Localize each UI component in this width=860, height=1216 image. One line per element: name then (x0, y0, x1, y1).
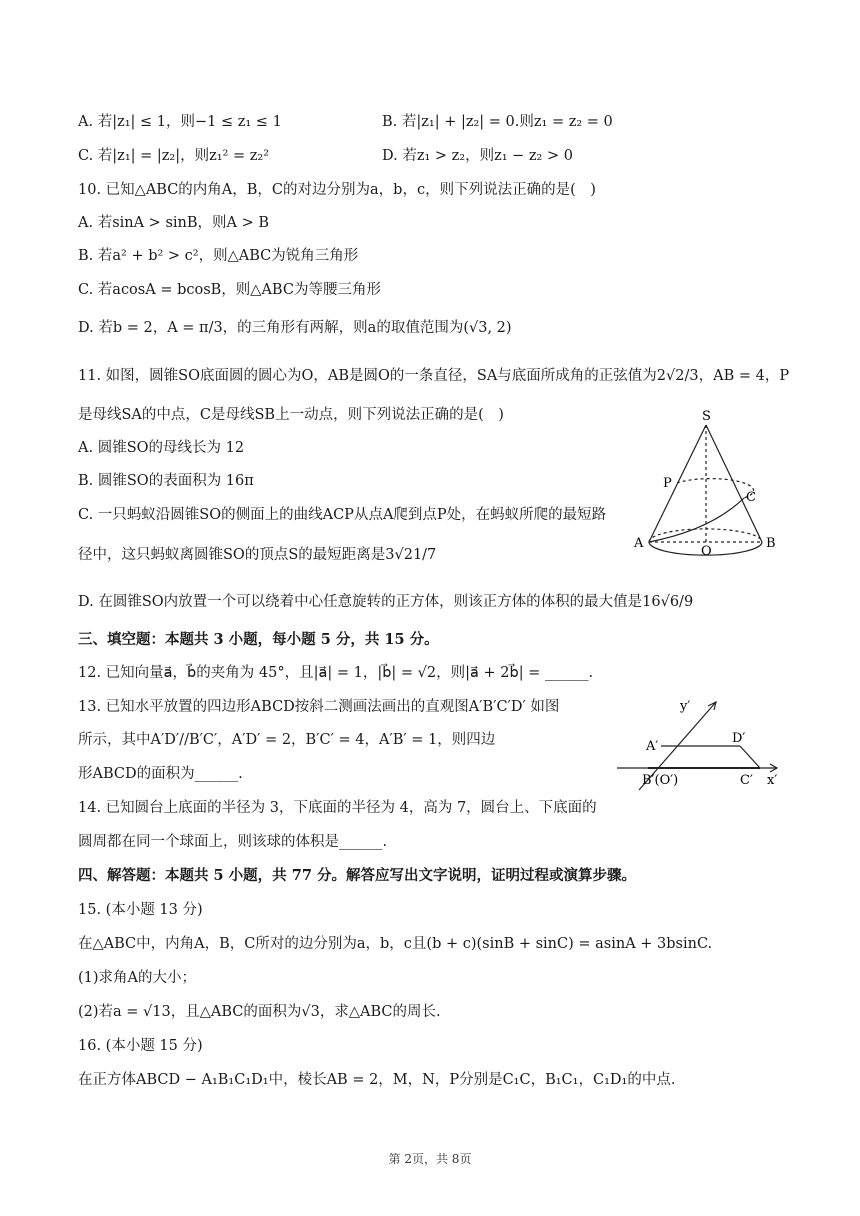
q10-option-d: D. 若b = 2，A = π/3，的三角形有两解，则a的取值范围为(√3, 2) (78, 320, 512, 336)
label-y-axis: y′ (680, 699, 691, 714)
q11-option-b: B. 圆锥SO的表面积为 16π (78, 473, 254, 489)
label-c: C (746, 490, 756, 505)
q11-stem-line1: 11. 如图，圆锥SO底面圆的圆心为O，AB是圆O的一条直径，SA与底面所成角的正弦值为2√2/3，AB = 4，P (78, 368, 790, 384)
label-a-prime: A′ (646, 739, 659, 754)
q15-header: 15. (本小题 13 分) (78, 902, 203, 918)
label-b: B (766, 536, 776, 551)
q11-option-c-line1: C. 一只蚂蚁沿圆锥SO的侧面上的曲线ACP从点A爬到点P处，在蚂蚁所爬的最短路 (78, 507, 607, 523)
label-o: O (701, 544, 712, 559)
q15-part1: (1)求角A的大小； (78, 970, 197, 986)
q11-stem-line2: 是母线SA的中点，C是母线SB上一动点，则下列说法正确的是( ) (78, 407, 504, 423)
label-s: S (702, 409, 711, 424)
q10-option-b: B. 若a² + b² > c²，则△ABC为锐角三角形 (78, 248, 359, 264)
q16-stem: 在正方体ABCD − A₁B₁C₁D₁中，棱长AB = 2，M，N，P分别是C₁C，B₁C₁，C₁D₁的中点. (78, 1072, 676, 1088)
q13-line1: 13. 已知水平放置的四边形ABCD按斜二测画法画出的直观图A′B′C′D′ 如图 (78, 699, 560, 715)
q9-option-a: A. 若|z₁| ≤ 1，则−1 ≤ z₁ ≤ 1 (78, 114, 282, 130)
label-x-axis: x′ (767, 773, 778, 788)
label-d-prime: D′ (732, 731, 746, 746)
label-a: A (634, 536, 644, 551)
label-b-prime: B′(O′) (642, 773, 679, 788)
oblique-figure (612, 690, 792, 795)
q14-line1: 14. 已知圆台上底面的半径为 3，下底面的半径为 4，高为 7，圆台上、下底面的 (78, 800, 597, 816)
q15-part2: (2)若a = √13，且△ABC的面积为√3，求△ABC的周长. (78, 1004, 441, 1020)
q9-option-b: B. 若|z₁| + |z₂| = 0.则z₁ = z₂ = 0 (382, 114, 613, 130)
q11-option-a: A. 圆锥SO的母线长为 12 (78, 440, 245, 456)
q10-option-a: A. 若sinA > sinB，则A > B (78, 215, 270, 231)
page-footer: 第 2页，共 8页 (388, 1152, 472, 1166)
q13-line2: 所示，其中A′D′//B′C′，A′D′ = 2，B′C′ = 4，A′B′ = 1，则四边 (78, 732, 496, 748)
section-4-heading: 四、解答题：本题共 5 小题，共 77 分。解答应写出文字说明，证明过程或演算步骤。 (78, 867, 636, 884)
label-p: P (663, 476, 672, 491)
q10-option-c: C. 若acosA = bcosB，则△ABC为等腰三角形 (78, 282, 381, 298)
q9-option-c: C. 若|z₁| = |z₂|，则z₁² = z₂² (78, 148, 270, 164)
q11-option-d: D. 在圆锥SO内放置一个可以绕着中心任意旋转的正方体，则该正方体的体积的最大值是16√6/9 (78, 594, 694, 610)
q11-option-c-line2: 径中，这只蚂蚁离圆锥SO的顶点S的最短距离是3√21/7 (78, 547, 437, 563)
q14-line2: 圆周都在同一个球面上，则该球的体积是______. (78, 834, 388, 850)
section-3-heading: 三、填空题：本题共 3 小题，每小题 5 分，共 15 分。 (78, 631, 439, 648)
q16-header: 16. (本小题 15 分) (78, 1038, 203, 1054)
q12-text: 12. 已知向量a⃗，b⃗的夹角为 45°，且|a⃗| = 1，|b⃗| = √2，则|a⃗ + 2b⃗| = ______. (78, 665, 594, 681)
q9-option-d: D. 若z₁ > z₂，则z₁ − z₂ > 0 (382, 148, 573, 164)
cone-figure (626, 405, 786, 565)
q13-line3: 形ABCD的面积为______. (78, 766, 243, 782)
q10-stem: 10. 已知△ABC的内角A，B，C的对边分别为a，b，c，则下列说法正确的是( ) (78, 182, 596, 198)
q15-stem: 在△ABC中，内角A，B，C所对的边分别为a，b，c且(b + c)(sinB + sinC) = asinA + 3bsinC. (78, 936, 713, 952)
label-c-prime: C′ (740, 773, 753, 788)
